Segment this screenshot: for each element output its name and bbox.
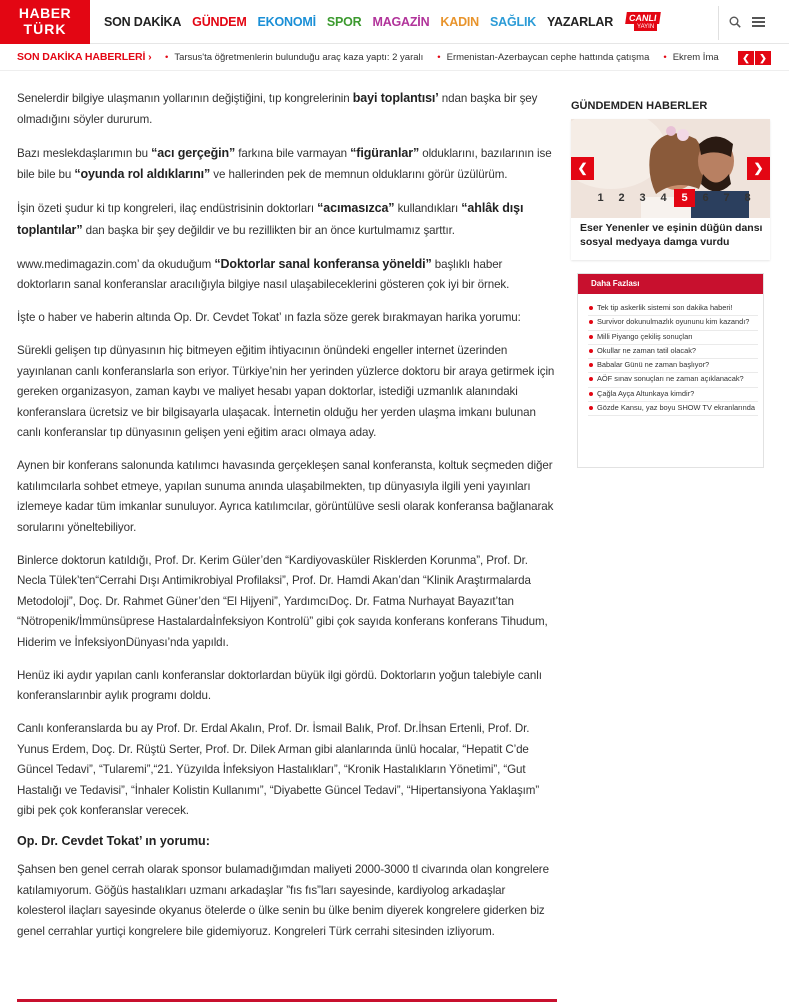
breaking-news-label-text: SON DAKİKA HABERLERİ [17, 51, 146, 63]
article-paragraph: Şahsen ben genel cerrah olarak sponsor bulamadığımdan maliyeti 2000-3000 tl civarında olan kongrelere katılamıyorum. Göğüs hastalıkları uzmanı arkadaşlar ”fıs fıs”ları sayesinde, kardiyolog arkadaşlar kolesterol ilaçları sayesinde okyanus ötelerde o ülke senin bu ülke benim diyerek kongrelere giderken biz genel cerrahlar yurtiçi kongrelere bile gidemiyoruz. Kongreleri Türk cerrahi sitesinden izliyorum. [17, 863, 549, 938]
ticker-item[interactable]: • Ekrem İma [663, 52, 718, 63]
list-item[interactable]: Çağla Ayça Altunkaya kimdir? [588, 388, 758, 402]
emphasis-text: “acı gerçeğin” [151, 145, 236, 160]
article-paragraph: İşte o haber ve haberin altında Op. Dr. Cevdet Tokat’ ın fazla söze gerek bırakmayan harika yorumu: [17, 311, 521, 324]
nav-item-0[interactable]: SON DAKİKA [104, 15, 182, 29]
list-item[interactable]: Tek tip askerlik sistemi son dakika haberi! [588, 302, 758, 316]
article-body [17, 88, 557, 955]
slider-pager [590, 189, 758, 207]
list-item[interactable]: AÖF sınav sonuçları ne zaman açıklanacak? [588, 373, 758, 387]
list-item[interactable]: Survivor dokunulmazlık oyununu kim kazandı? [588, 316, 758, 330]
logo-text-bottom: TÜRK [23, 21, 67, 37]
emphasis-text: “figüranlar” [350, 145, 420, 160]
chevron-right-icon: › [148, 51, 152, 63]
live-broadcast-badge[interactable] [626, 11, 666, 33]
slider-page-7[interactable]: 7 [723, 192, 730, 204]
article-paragraph: Henüz iki aydır yapılan canlı konferanslar doktorlardan büyük ilgi gördü. Doktorların yoğun talebiyle canlı konferanslarınbir aylık programı doldu. [17, 668, 542, 702]
slider-page-1[interactable]: 1 [597, 192, 604, 204]
chevron-right-icon: ❯ [759, 53, 767, 63]
hamburger-menu-icon[interactable] [752, 17, 765, 27]
ticker-next-button[interactable] [755, 51, 771, 65]
emphasis-text: “Doktorlar sanal konferansa yöneldi” [214, 256, 432, 271]
chevron-right-icon: ❯ [753, 161, 764, 175]
article-paragraph: İşin özeti şudur ki tıp kongreleri, ilaç endüstrisinin doktorları “acımasızca” kullandıkları “ahlâk dışı toplantılar” dan başka bir şey değildir ve bu rezillikten bir an önce kurtulmamız şarttır. [17, 201, 524, 237]
main-nav [104, 0, 666, 44]
article-paragraph: Canlı konferanslarda bu ay Prof. Dr. Erdal Akalın, Prof. Dr. İsmail Balık, Prof. Dr.İhsan Ertenli, Prof. Dr. Yunus Erdem, Doç. Dr. Rüştü Serter, Prof. Dr. Dilek Arman gibi alanlarında ünlü hocalar, “Hepatit C’de Güncel Tedavi”, “Tularemi”,“21. Yüzyılda İnfeksiyon Hastalıkları”, “Kronik Hastalıkların Yönetimi”, “Gut Hastalığı ve Tedavisi”, “İnhaler Kolistin Kullanımı”, “Diyabette Güncel Tedavi”, “Hipertansiyona Yaklaşım” gibi pek çok konferanslar verecek. [17, 722, 540, 817]
list-item[interactable]: Milli Piyango çekiliş sonuçları [588, 331, 758, 345]
article-paragraph: Binlerce doktorun katıldığı, Prof. Dr. Kerim Güler’den “Kardiyovasküler Risklerden Korunma”, Prof. Dr. Necla Tülek’ten“Cerrahi Dışı Antimikrobiyal Profilaksi”, Prof. Dr. Hamdi Akan’dan “Klinik Araştırmalarda Metodoloji”, Doç. Dr. Rahmet Güner’den “El Hijyeni”, YardımcıDoç. Dr. Fatma Nurhayat Bayazıt’tan “Nötropenik/İmmünsüprese Hastalardaİnfeksiyon Kontrolü” gibi çok sayıda konferans konferans Tihudum, Hiderim ve İnfeksiyonDünyası’nda yapıldı. [17, 553, 548, 649]
emphasis-text: “acımasızca” [317, 201, 395, 215]
daha-fazlasi-box [577, 273, 764, 468]
nav-item-7[interactable]: YAZARLAR [547, 15, 614, 29]
breaking-news-label[interactable] [17, 51, 152, 63]
logo-text-top: HABER [18, 5, 72, 21]
daha-fazlasi-title: Daha Fazlası [591, 279, 640, 288]
search-icon[interactable] [729, 16, 741, 28]
breaking-news-ticker [165, 52, 720, 66]
article-paragraph: Senelerdir bilgiye ulaşmanın yollarının değiştiğini, tıp kongrelerinin bayi toplantısı’ ndan başka bir şey olmadığını söyler dururum. [17, 91, 538, 126]
top-navigation-bar [0, 0, 789, 44]
nav-item-1[interactable]: GÜNDEM [192, 15, 247, 29]
article-paragraph: www.medimagazin.com’ da okuduğum “Doktorlar sanal konferansa yöneldi” başlıklı haber doktorların sanal konferanslar aracılığıyla bilgiye nasıl ulaşabileceklerini gösteren çok iyi bir örnek. [17, 256, 510, 291]
emphasis-text: “ahlâk dışı toplantılar” [17, 201, 524, 237]
slider-next-button[interactable] [747, 157, 770, 180]
list-item[interactable]: Okullar ne zaman tatil olacak? [588, 345, 758, 359]
list-item[interactable]: Gözde Kansu, yaz boyu SHOW TV ekranlarında [588, 402, 758, 416]
comment-subheading: Op. Dr. Cevdet Tokat’ ın yorumu: [17, 834, 210, 848]
chevron-left-icon: ❮ [577, 161, 588, 175]
live-badge-top: CANLI [625, 12, 660, 24]
article-paragraph: Aynen bir konferans salonunda katılımcı havasında gerçekleşen sanal konferansta, koltuk seçmeden diğer katılımcılarla sohbet etmeye, yapılan sunuma anında ulaşabilmekten, tıp dünyasıyla ilgili yeni yayınları izlemeye kadar tüm imkanlar sunuluyor. Ayrıca katılımcılar, görüntülüve sesli olarak konferansa bağlanarak sorularını yöneltebiliyor. [17, 459, 554, 534]
menu-line [752, 17, 765, 19]
emphasis-text: bayi toplantısı’ [352, 91, 439, 105]
ticker-prev-button[interactable] [738, 51, 754, 65]
article-paragraph: Sürekli gelişen tıp dünyasının hiç bitmeyen eğitim ihtiyacının önündeki engeller internet üzerinden yayınlanan canlı konferanslarla son eriyor. Türkiye’nin her yerinden yüzlerce doktoru bir araya getirmek için gereken organizasyon, zaman kaybı ve maliyet hesabı yapan doktorlar, istediği uzmanlık alanındaki konferanslara ücretsiz ve bir bilgisayarla ulaşacak. İnternetin olduğu her yerden ulaşma imkanı bulunan canlı konferanslar tıp dünyasının gelişen yeni eğitim aracı olmaya aday. [17, 344, 555, 439]
slider-page-6[interactable]: 6 [702, 192, 709, 204]
slider-page-3[interactable]: 3 [639, 192, 646, 204]
gundem-news-slider[interactable] [571, 119, 770, 260]
menu-line [752, 21, 765, 23]
nav-item-2[interactable]: EKONOMİ [257, 15, 316, 29]
daha-fazlasi-header [578, 274, 763, 294]
haberturk-logo[interactable] [0, 0, 90, 44]
slider-prev-button[interactable] [571, 157, 594, 180]
slide-caption[interactable]: Eser Yenenler ve eşinin düğün dansı sosyal medyaya damga vurdu [580, 222, 763, 248]
nav-item-6[interactable]: SAĞLIK [490, 15, 537, 29]
live-badge-bottom: YAYIN [634, 23, 657, 31]
nav-item-3[interactable]: SPOR [326, 15, 362, 29]
slider-page-8[interactable]: 8 [744, 192, 751, 204]
slider-page-5[interactable]: 5 [674, 189, 695, 207]
chevron-left-icon: ❮ [742, 53, 750, 63]
emphasis-text: “oyunda rol aldıklarını” [74, 167, 211, 181]
ticker-item[interactable]: • Tarsus'ta öğretmenlerin bulunduğu araç kaza yaptı: 2 yaralı [165, 52, 423, 63]
slider-page-4[interactable]: 4 [660, 192, 667, 204]
nav-item-5[interactable]: KADIN [440, 15, 480, 29]
slide-image[interactable] [571, 119, 770, 218]
article-paragraph: Bazı meslekdaşlarımın bu “acı gerçeğin” farkına bile varmayan “figüranlar” olduklarını, bazılarının ise bile bile bu “oyunda rol aldıklarını” ve hallerinden pek de memnun olduklarını görür üzülürüm. [17, 145, 552, 181]
gundem-section-title: GÜNDEMDEN HABERLER [571, 100, 708, 112]
slider-page-2[interactable]: 2 [618, 192, 625, 204]
list-item[interactable]: Babalar Günü ne zaman başlıyor? [588, 359, 758, 373]
header-divider [718, 6, 719, 40]
menu-line [752, 25, 765, 27]
breaking-news-strip [0, 45, 789, 71]
daha-fazlasi-list [588, 302, 758, 416]
ticker-item[interactable]: • Ermenistan-Azerbaycan cephe hattında çatışma [437, 52, 649, 63]
article-bottom-rule [17, 999, 557, 1002]
nav-item-4[interactable]: MAGAZİN [372, 15, 430, 29]
